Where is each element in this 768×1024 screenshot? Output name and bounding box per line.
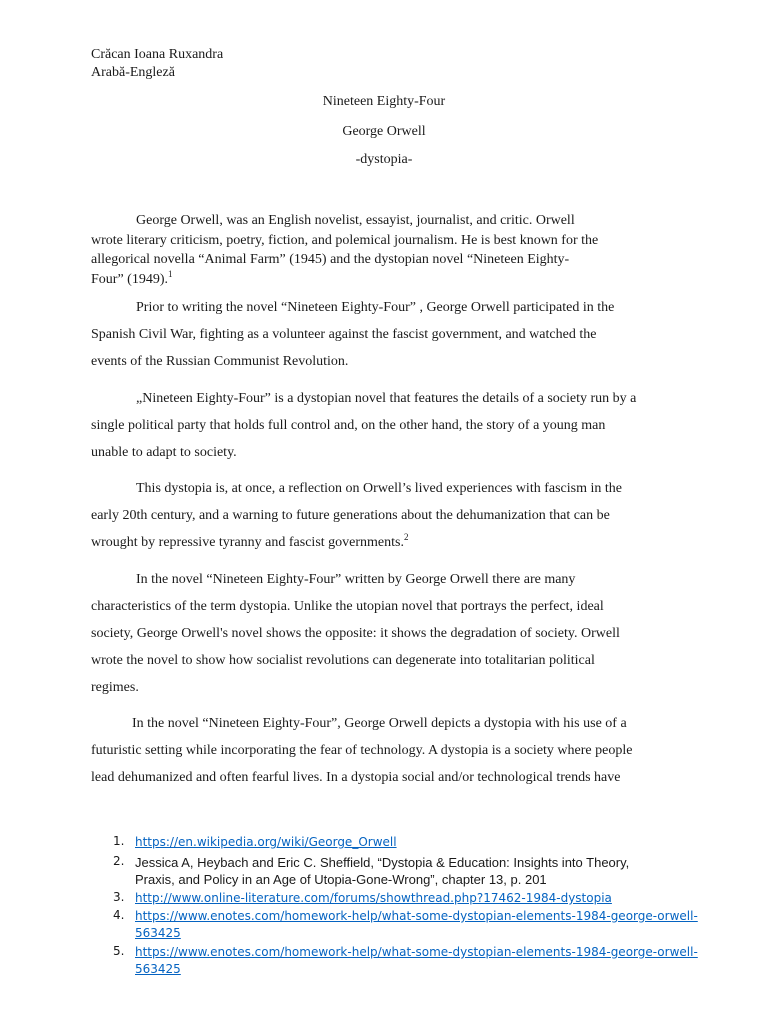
paragraph-line: wrote the novel to show how socialist revolutions can degenerate into totalitarian political	[91, 653, 595, 668]
paragraph-line: early 20th century, and a warning to future generations about the dehumanization that can be	[91, 508, 610, 523]
author-name: Crăcan Ioana Ruxandra	[91, 47, 224, 62]
paragraph-1	[91, 211, 681, 289]
document-header	[91, 46, 223, 82]
paragraph-6	[91, 710, 681, 791]
paragraph-5	[91, 566, 681, 701]
language-pair: Arabă-Engleză	[91, 65, 175, 80]
footnote-link[interactable]: 563425	[135, 926, 181, 940]
footnote-text: Jessica A, Heybach and Eric C. Sheffield, “Dystopia & Education: Insights into Theory,	[135, 855, 630, 870]
paragraph-line-text: Four” (1949).	[91, 271, 168, 287]
paragraph-line: George Orwell, was an English novelist, essayist, journalist, and critic. Orwell	[136, 213, 575, 228]
footnote-link[interactable]: https://www.enotes.com/homework-help/what-some-dystopian-elements-1984-george-orwell-	[135, 909, 698, 923]
paragraph-line	[91, 529, 681, 556]
footnote-number: 3.	[113, 890, 125, 904]
paragraph-line: Prior to writing the novel “Nineteen Eighty-Four” , George Orwell participated in the	[136, 300, 615, 315]
paragraph-line: futuristic setting while incorporating the fear of technology. A dystopia is a society where people	[91, 743, 633, 758]
paragraph-line: In the novel “Nineteen Eighty-Four” written by George Orwell there are many	[136, 572, 576, 587]
genre-label: -dystopia-	[355, 152, 413, 167]
paragraph-line: Spanish Civil War, fighting as a volunteer against the fascist government, and watched the	[91, 327, 597, 342]
paragraph-line: This dystopia is, at once, a reflection on Orwell’s lived experiences with fascism in the	[136, 481, 622, 496]
paragraph-line: events of the Russian Communist Revolution.	[91, 354, 349, 369]
paragraph-line: In the novel “Nineteen Eighty-Four”, George Orwell depicts a dystopia with his use of a	[132, 716, 627, 731]
paragraph-2	[91, 294, 681, 375]
footnote-number: 1.	[113, 834, 125, 848]
footnote-link[interactable]: https://en.wikipedia.org/wiki/George_Orwell	[135, 835, 397, 849]
paragraph-line: single political party that holds full control and, on the other hand, the story of a young man	[91, 418, 606, 433]
footnote-ref-1[interactable]: 1	[168, 268, 173, 279]
paragraph-3	[91, 385, 681, 466]
footnote-link[interactable]: https://www.enotes.com/homework-help/what-some-dystopian-elements-1984-george-orwell-	[135, 945, 698, 959]
footnote-number: 5.	[113, 944, 125, 958]
footnote-link[interactable]: 563425	[135, 962, 181, 976]
paragraph-line: allegorical novella “Animal Farm” (1945) and the dystopian novel “Nineteen Eighty-	[91, 252, 570, 267]
footnote-ref-2[interactable]: 2	[403, 532, 409, 542]
paragraph-line: regimes.	[91, 680, 139, 695]
paragraph-line: „Nineteen Eighty-Four” is a dystopian novel that features the details of a society run by a	[136, 391, 637, 406]
paragraph-4	[91, 475, 681, 556]
footnote-number: 2.	[113, 854, 125, 868]
paragraph-line	[91, 270, 681, 290]
paragraph-line: lead dehumanized and often fearful lives. In a dystopia social and/or technological trends have	[91, 770, 621, 785]
footnote-text: Praxis, and Policy in an Age of Utopia-Gone-Wrong”, chapter 13, p. 201	[135, 872, 547, 887]
paragraph-line: unable to adapt to society.	[91, 445, 237, 460]
paragraph-line: characteristics of the term dystopia. Unlike the utopian novel that portrays the perfect, ideal	[91, 599, 604, 614]
book-author: George Orwell	[342, 124, 426, 139]
paragraph-line: wrote literary criticism, poetry, fiction, and polemical journalism. He is best known for the	[91, 232, 599, 248]
footnote-number: 4.	[113, 908, 125, 922]
footnote-link[interactable]: http://www.online-literature.com/forums/showthread.php?17462-1984-dystopia	[135, 891, 612, 905]
document-title: Nineteen Eighty-Four	[322, 94, 446, 109]
paragraph-line-text: wrought by repressive tyranny and fascist governments.	[91, 535, 404, 550]
paragraph-line: society, George Orwell's novel shows the opposite: it shows the degradation of society. Orwell	[91, 626, 620, 641]
